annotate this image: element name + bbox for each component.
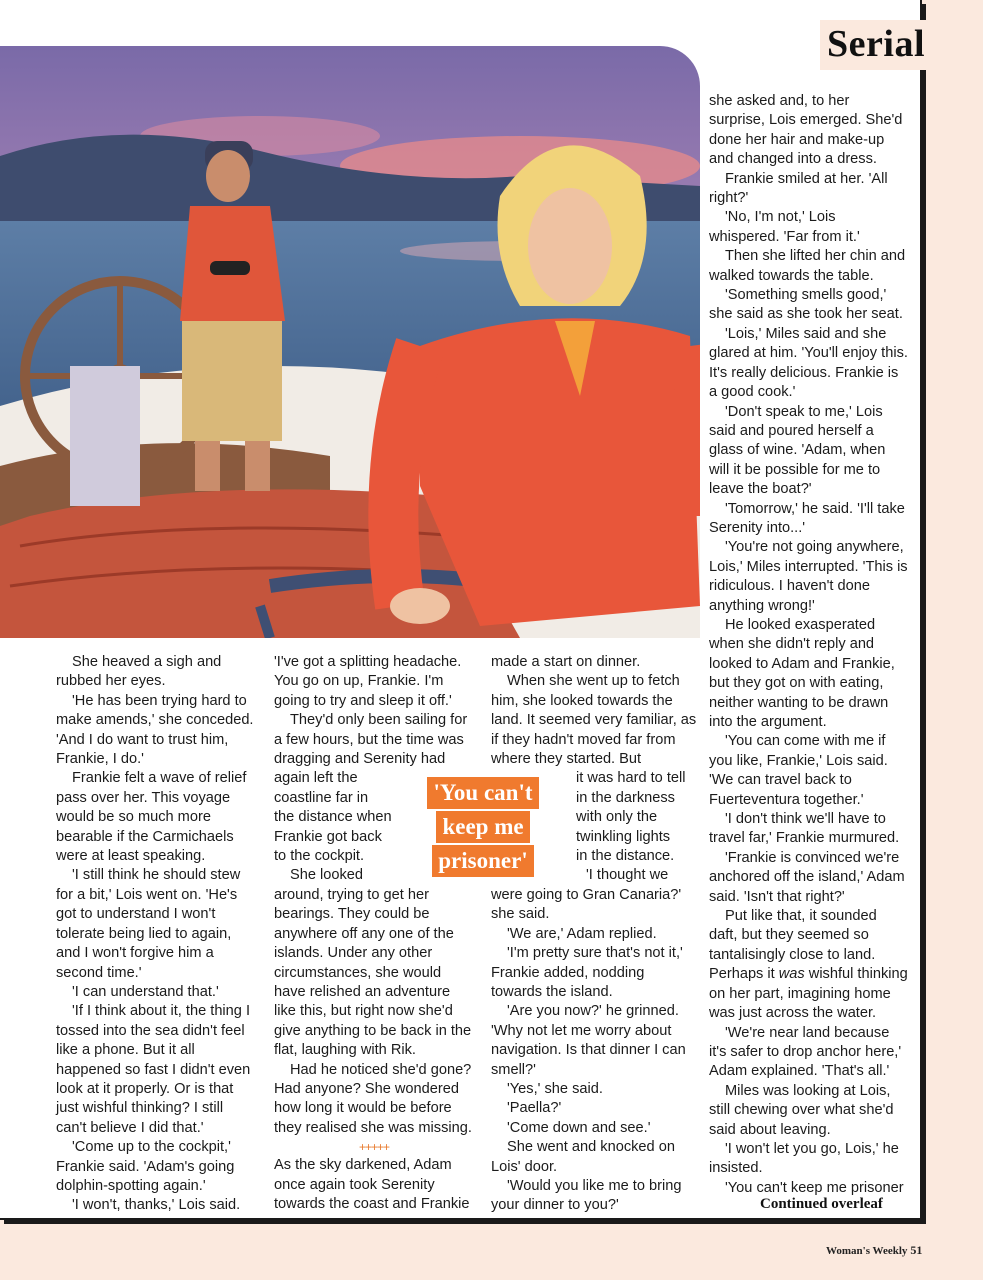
text-column-1 [56, 653, 256, 1216]
paragraph: 'I'm pretty sure that's not it,' Frankie added, nodding towards the island. [491, 945, 683, 1000]
text-line: She looked [290, 867, 364, 884]
paragraph: She went and knocked on Lois' door. [491, 1139, 675, 1175]
paragraph: 'I've got a splitting headache. You go on up, Frankie. I'm going to try and sleep it off.' [274, 654, 462, 709]
paragraph: 'I don't think we'll have to travel far,' Frankie murmured. [709, 811, 900, 847]
paragraph: 'He has been trying hard to make amends,' she conceded. 'And I do want to trust him, Frankie, I do.' [56, 692, 254, 768]
paragraph: Frankie felt a wave of relief pass over her. This voyage would be so much more bearable if the Carmichaels were at least speaking. [56, 770, 247, 865]
paragraph: She heaved a sigh and rubbed her eyes. [56, 654, 222, 690]
text-line: the distance when [274, 809, 392, 826]
paragraph: 'Paella?' [507, 1100, 562, 1117]
paragraph: 'We are,' Adam replied. [507, 925, 657, 942]
paragraph: 'If I think about it, the thing I tossed into the sea didn't feel like a phone. But it all happened so fast I didn't even look at it properly. Or is that just wishful thinking? I still can't believe I did that.' [56, 1003, 251, 1136]
paragraph: They'd only been sailing for a few hours, but the time was dragging and Serenity had [274, 712, 468, 768]
emphasis: was [778, 966, 805, 983]
paragraph: 'Don't speak to me,' Lois said and poured herself a glass of wine. 'Adam, when will it be possible for me to leave the boat?' [709, 403, 886, 498]
text-line: in the distance. [576, 848, 675, 865]
pull-quote-line-3: prisoner' [432, 845, 533, 877]
paragraph: Then she lifted her chin and walked towards the table. [709, 248, 906, 284]
paragraph: 'Come down and see.' [507, 1119, 651, 1136]
paragraph: As the sky darkened, Adam once again took Serenity towards the coast and Frankie [274, 1157, 470, 1212]
paragraph: 'No, I'm not,' Lois whispered. 'Far from it.' [709, 209, 860, 245]
text-line: coastline far in [274, 789, 369, 806]
paragraph: she asked and, to her surprise, Lois emerged. She'd done her hair and make-up and changed into a dress. [709, 93, 903, 168]
text-line: 'I thought we [586, 867, 669, 884]
paragraph: 'I won't let you go, Lois,' he insisted. [709, 1140, 899, 1177]
paragraph [709, 907, 909, 1023]
page-number: 51 [910, 1243, 923, 1257]
text-span: Put like that, it sounded daft, but they seemed so tantalisingly close to land. Perhaps it [709, 908, 877, 983]
section-title: Serial [827, 23, 925, 65]
text-line: it was hard to tell [576, 770, 686, 787]
paragraph: 'Frankie is convinced we're anchored off the island,' Adam said. 'Isn't that right?' [709, 849, 905, 905]
paragraph: 'You can't keep me prisoner [725, 1179, 904, 1196]
continued-overleaf: Continued overleaf [760, 1196, 883, 1212]
wrapped-text [491, 769, 699, 885]
text-line: Frankie got back [274, 828, 382, 845]
pull-quote-line-1: 'You can't [427, 777, 538, 809]
story-illustration [0, 46, 700, 638]
illustration-svg [0, 46, 700, 638]
paragraph: 'We're near land because it's safer to drop anchor here,' Adam explained. 'That's all.' [709, 1024, 902, 1080]
text-column-3 [491, 653, 699, 1216]
page-footer [826, 1243, 922, 1258]
text-column-2 [274, 653, 474, 1214]
text-line: again left the [274, 770, 358, 787]
paragraph: 'Are you now?' he grinned. 'Why not let me worry about navigation. Is that dinner I can smell?' [491, 1003, 686, 1078]
paragraph: 'You can come with me if you like, Frankie,' Lois said. 'We can travel back to Fuerteventura together.' [709, 733, 888, 808]
text-line: with only the [576, 809, 658, 826]
paragraph: 'Yes,' she said. [507, 1080, 603, 1097]
paragraph: 'Lois,' Miles said and she glared at him. 'You'll enjoy this. It's really delicious. Frankie is a good cook.' [709, 325, 908, 401]
paragraph: Frankie smiled at her. 'All right?' [709, 170, 888, 207]
paragraph: made a start on dinner. [491, 654, 641, 670]
paragraph: 'Come up to the cockpit,' Frankie said. 'Adam's going dolphin-spotting again.' [56, 1139, 235, 1194]
paragraph: When she went up to fetch him, she looked towards the land. It seemed very familiar, as if they hadn't moved far from where they started. But [491, 673, 697, 768]
section-divider: +++++ [358, 1140, 390, 1155]
paragraph: 'Tomorrow,' he said. 'I'll take Serenity into...' [709, 500, 905, 536]
text-line: twinkling lights [576, 828, 671, 845]
paragraph: around, trying to get her bearings. They could be anywhere off any one of the islands. Under any other circumstances, she would have relished an adventure like this, but right now she'd give anything to be back in the flat, laughing with Rik. [274, 886, 472, 1059]
magazine-name: Woman's Weekly [826, 1245, 908, 1257]
paragraph: Had he noticed she'd gone? Had anyone? She wondered how long it would be before they realised she was missing. [274, 1061, 472, 1136]
text-column-4 [709, 92, 909, 1198]
text-line: to the cockpit. [274, 848, 365, 865]
paragraph: were going to Gran Canaria?' she said. [491, 886, 682, 923]
paragraph: 'Something smells good,' she said as she took her seat. [709, 287, 903, 323]
wrapped-text [274, 769, 414, 885]
paragraph: He looked exasperated when she didn't reply and looked to Adam and Frankie, but they got on with eating, neither wanting to be drawn into the argument. [709, 616, 895, 730]
text-line: in the darkness [576, 789, 675, 806]
text-span: wishful thinking on her part, imagining home was just across the water. [709, 966, 908, 1022]
paragraph: 'I still think he should stew for a bit,' Lois went on. 'He's got to understand I won't tolerate being lied to again, and I won't forgive him a second time.' [56, 867, 241, 981]
pull-quote-line-2: keep me [436, 811, 529, 843]
paragraph: 'You're not going anywhere, Lois,' Miles interrupted. 'This is ridiculous. I haven't done anything wrong!' [709, 539, 908, 614]
paragraph: 'Would you like me to bring your dinner to you?' [491, 1177, 682, 1214]
paragraph: Miles was looking at Lois, still chewing over what she'd said about leaving. [709, 1082, 894, 1138]
paragraph: 'I won't, thanks,' Lois said. [72, 1197, 241, 1214]
paragraph: 'I can understand that.' [72, 983, 219, 1000]
